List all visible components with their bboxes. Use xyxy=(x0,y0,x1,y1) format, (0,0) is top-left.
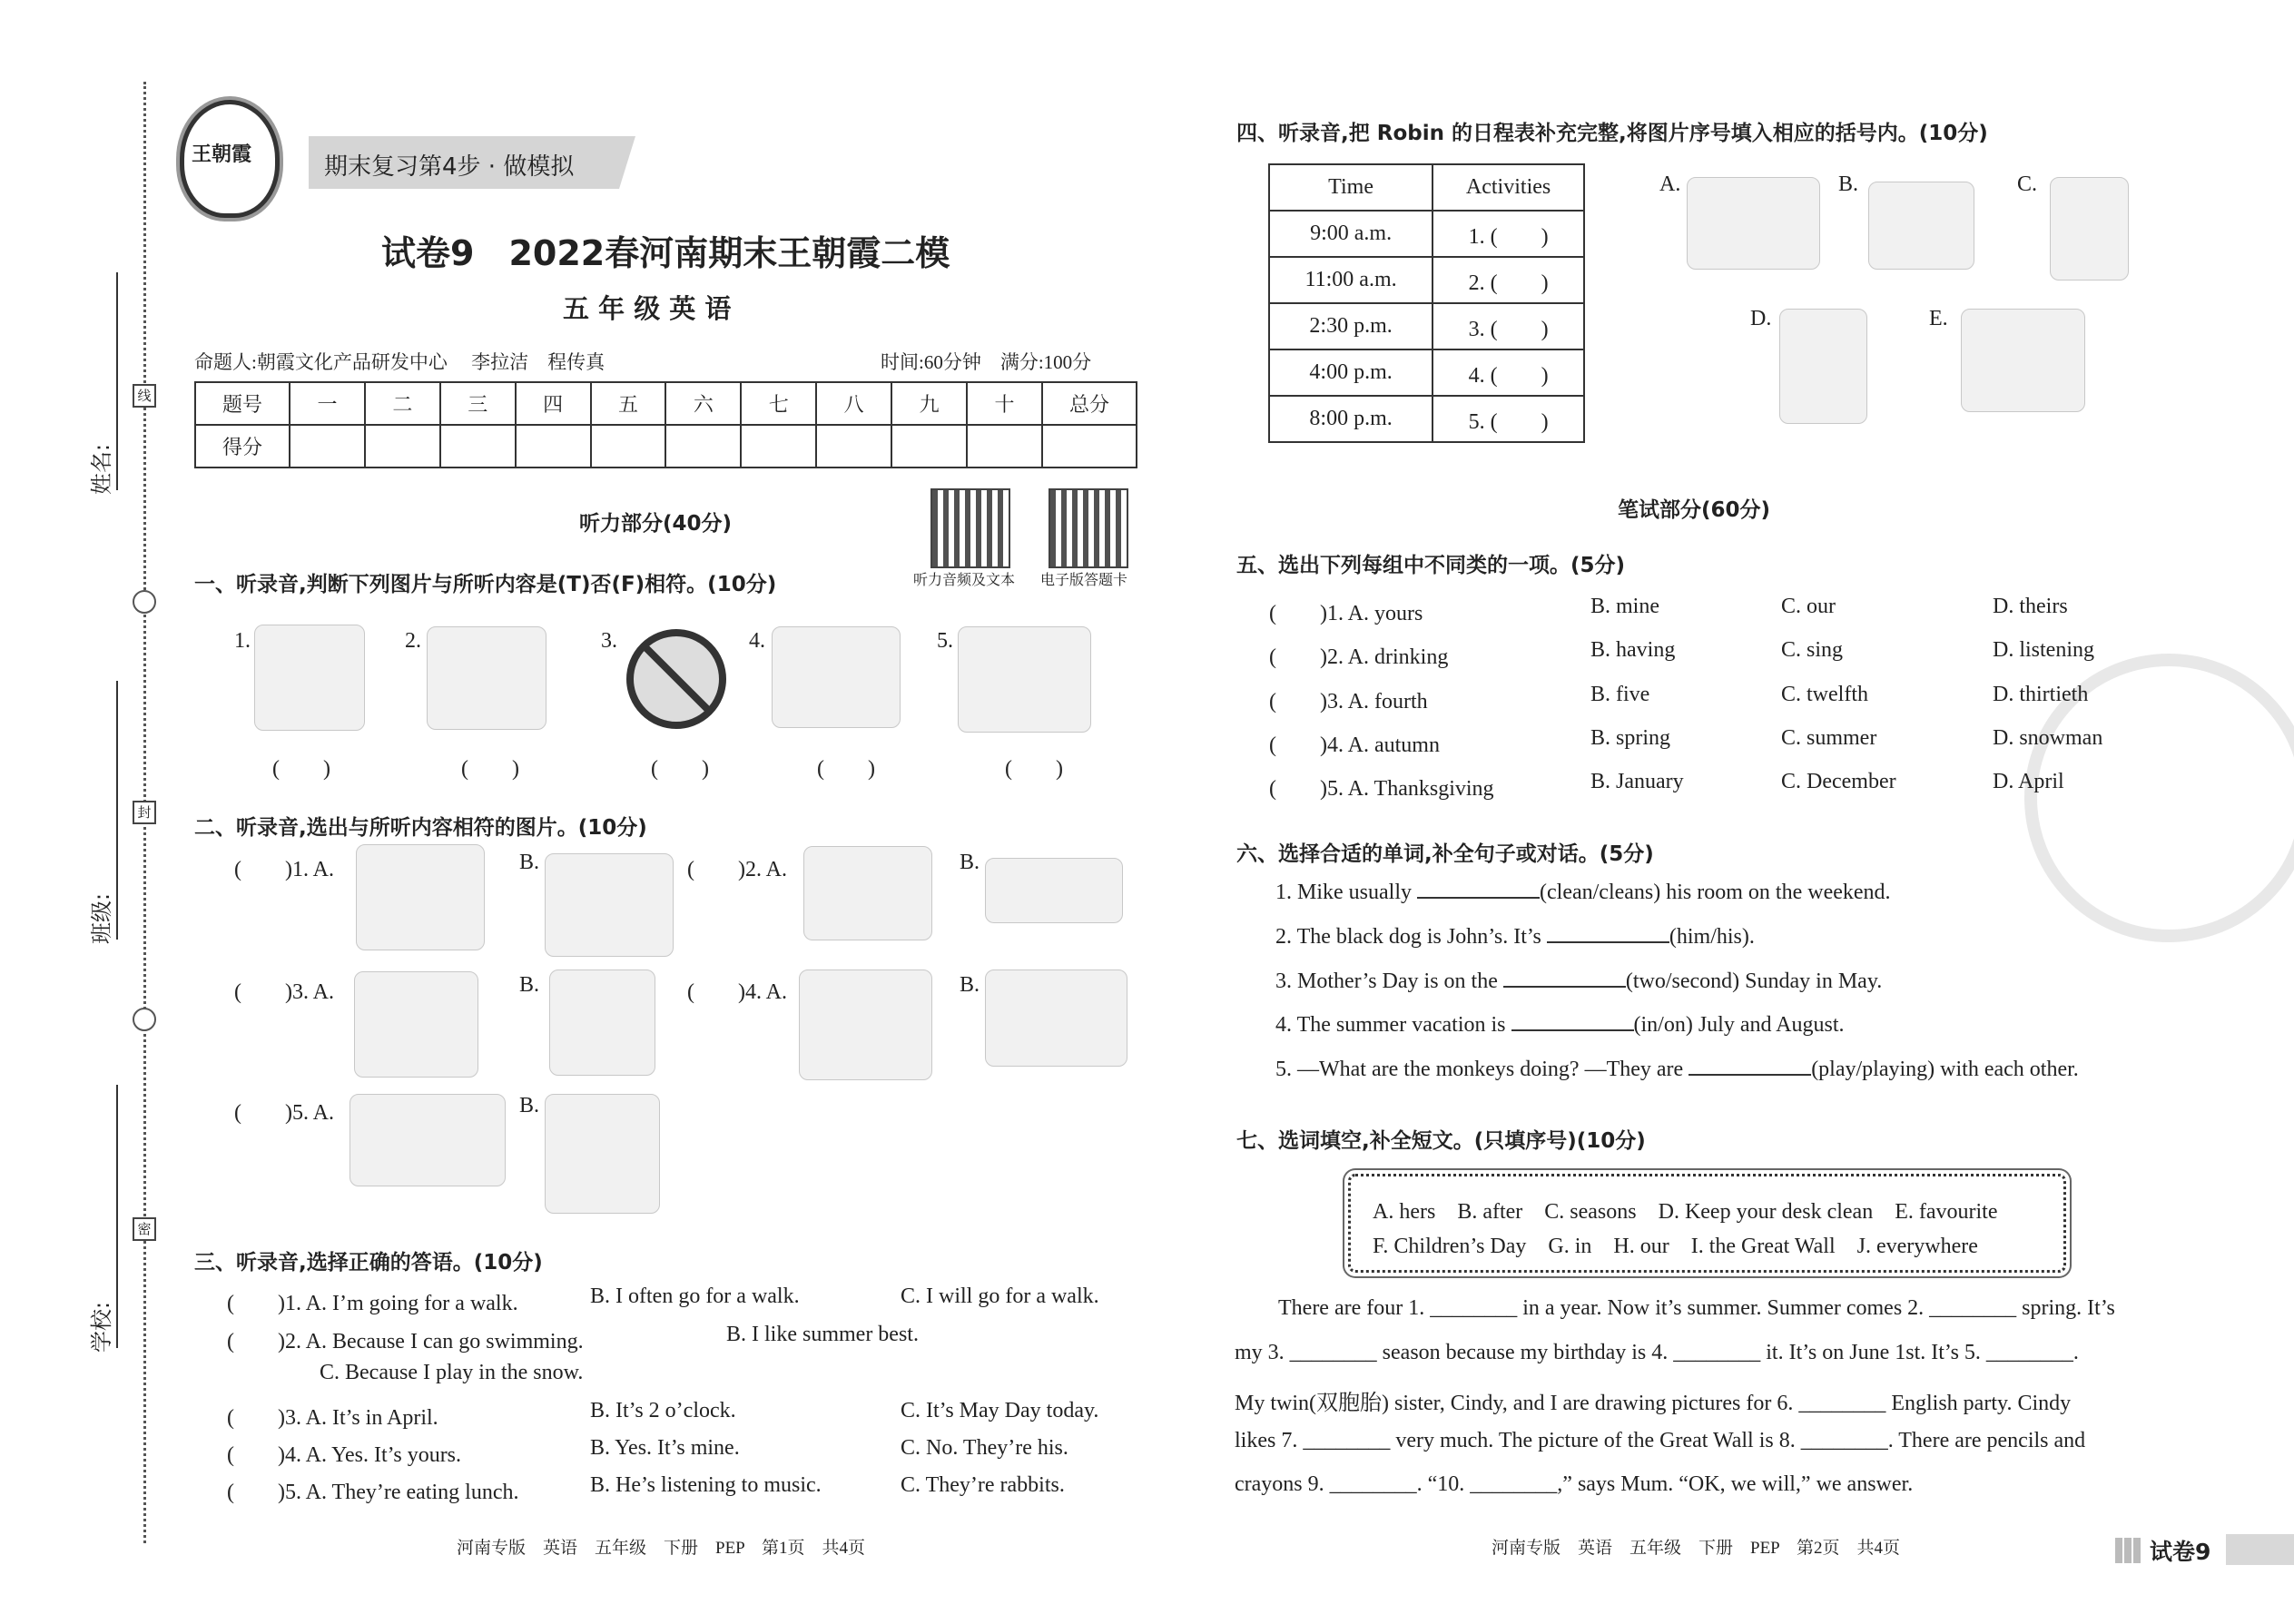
s1-picture-1 xyxy=(254,625,365,731)
section1-title: 一、听录音,判断下列图片与所听内容是(T)否(F)相符。(10分) xyxy=(194,573,777,596)
s6-s4-text-a: 4. The summer vacation is xyxy=(1275,1013,1511,1037)
score-header-cell: 四 xyxy=(516,382,591,425)
class-label: 班级: xyxy=(89,892,114,944)
passage-line-5: crayons 9. ________. “10. ________,” says Mum. “OK, we will,” we answer. xyxy=(1235,1472,1914,1496)
s5-row5-b: B. January xyxy=(1590,770,1684,793)
s4-pic-label-d: D. xyxy=(1750,307,1772,330)
s1-answer-5[interactable]: ( ) xyxy=(1005,757,1063,781)
score-input-cell[interactable] xyxy=(816,425,891,468)
footer-left: 河南专版 英语 五年级 下册 PEP 第1页 共4页 xyxy=(457,1539,866,1558)
s5-row1-d: D. theirs xyxy=(1993,595,2068,618)
s6-blank-1[interactable] xyxy=(1417,897,1540,899)
section2-title: 二、听录音,选出与所听内容相符的图片。(10分) xyxy=(194,816,647,840)
section7-title: 七、选词填空,补全短文。(只填序号)(10分) xyxy=(1236,1129,1646,1153)
s5-row3-a[interactable]: ( )3. A. fourth xyxy=(1269,690,1428,714)
s3-q4-c: C. No. They’re his. xyxy=(901,1436,1068,1460)
s5-row3-c: C. twelfth xyxy=(1781,683,1868,706)
s6-s1-text-a: 1. Mike usually xyxy=(1275,881,1417,904)
s6-s2-text-a: 2. The black dog is John’s. It’s xyxy=(1275,925,1547,949)
score-header-cell: 九 xyxy=(891,382,967,425)
score-header-cell: 三 xyxy=(440,382,516,425)
qr-label-answer: 电子版答题卡 xyxy=(1040,573,1128,588)
score-input-cell[interactable] xyxy=(440,425,516,468)
s3-q5-b: B. He’s listening to music. xyxy=(590,1473,822,1497)
s5-row5-a[interactable]: ( )5. A. Thanksgiving xyxy=(1269,777,1494,801)
s1-num-2: 2. xyxy=(405,629,421,653)
score-table xyxy=(194,381,1137,468)
s6-blank-4[interactable] xyxy=(1511,1029,1634,1031)
section4-title: 四、听录音,把 Robin 的日程表补充完整,将图片序号填入相应的括号内。(10分) xyxy=(1236,122,1988,145)
s6-sentence-4 xyxy=(1275,1013,1845,1038)
score-input-cell[interactable] xyxy=(591,425,666,468)
s3-q1-c: C. I will go for a walk. xyxy=(901,1284,1099,1308)
schedule-activity[interactable]: 3. ( ) xyxy=(1433,303,1584,349)
s6-sentence-3 xyxy=(1275,969,1882,994)
page-tab-bar xyxy=(2226,1534,2294,1565)
s5-row4-d: D. snowman xyxy=(1993,726,2103,750)
s2-q3[interactable]: ( )3. A. xyxy=(234,980,334,1004)
paper-title: 试卷9 2022春河南期末王朝霞二模 xyxy=(381,233,950,273)
score-row-label: 得分 xyxy=(195,425,290,468)
s3-q5-a[interactable]: ( )5. A. They’re eating lunch. xyxy=(227,1481,519,1504)
binding-circle-2 xyxy=(133,1008,156,1031)
binding-circle-1 xyxy=(133,590,156,614)
s2-q4-picture-a xyxy=(799,969,932,1080)
s5-row2-a[interactable]: ( )2. A. drinking xyxy=(1269,645,1449,669)
schedule-time: 4:00 p.m. xyxy=(1269,349,1433,396)
s5-row1-b: B. mine xyxy=(1590,595,1659,618)
s6-blank-2[interactable] xyxy=(1547,941,1669,943)
word-bank-line-1: A. hers B. after C. seasons D. Keep your desk clean E. favourite xyxy=(1373,1200,1998,1224)
s2-q2-b: B. xyxy=(960,851,980,874)
score-header-cell: 十 xyxy=(967,382,1042,425)
s2-q3-picture-b xyxy=(549,969,655,1076)
score-input-cell[interactable] xyxy=(665,425,741,468)
schedule-time: 11:00 a.m. xyxy=(1269,257,1433,303)
authors: 命题人:朝霞文化产品研发中心 李拉洁 程传真 xyxy=(194,351,605,373)
school-label: 学校: xyxy=(89,1301,114,1353)
time-score: 时间:60分钟 满分:100分 xyxy=(881,351,1092,373)
schedule-time: 2:30 p.m. xyxy=(1269,303,1433,349)
schedule-table xyxy=(1268,163,1585,443)
s1-picture-4 xyxy=(772,626,901,728)
logo-badge xyxy=(180,100,280,218)
s3-q2-a[interactable]: ( )2. A. Because I can go swimming. xyxy=(227,1330,584,1353)
section6-title: 六、选择合适的单词,补全句子或对话。(5分) xyxy=(1236,842,1654,866)
s6-blank-3[interactable] xyxy=(1503,986,1626,988)
score-header-cell: 一 xyxy=(290,382,365,425)
footer-right: 河南专版 英语 五年级 下册 PEP 第2页 共4页 xyxy=(1492,1539,1901,1558)
schedule-time: 9:00 a.m. xyxy=(1269,211,1433,257)
s4-pic-label-a: A. xyxy=(1659,172,1681,196)
s6-s5-text-b: (play/playing) with each other. xyxy=(1811,1058,2079,1081)
s2-q4[interactable]: ( )4. A. xyxy=(687,980,787,1004)
s2-q5-b: B. xyxy=(519,1094,540,1117)
score-input-cell[interactable] xyxy=(741,425,816,468)
score-header-cell: 二 xyxy=(365,382,440,425)
seal-mark-1: 线 xyxy=(133,384,156,408)
s6-s2-text-b: (him/his). xyxy=(1669,925,1755,949)
score-header-cell: 五 xyxy=(591,382,666,425)
s3-q3-c: C. It’s May Day today. xyxy=(901,1399,1099,1422)
school-field[interactable] xyxy=(116,1085,118,1348)
schedule-activity[interactable]: 2. ( ) xyxy=(1433,257,1584,303)
name-label: 姓名: xyxy=(89,443,114,495)
passage-line-4: likes 7. ________ very much. The picture of the Great Wall is 8. ________. There are pencils and xyxy=(1235,1429,2086,1452)
schedule-activity[interactable]: 1. ( ) xyxy=(1433,211,1584,257)
s1-answer-2[interactable]: ( ) xyxy=(461,757,519,781)
s3-q4-a[interactable]: ( )4. A. Yes. It’s yours. xyxy=(227,1443,462,1467)
s2-q4-b: B. xyxy=(960,973,980,997)
passage-line-3: My twin(双胞胎) sister, Cindy, and I are drawing pictures for 6. ________ English party. Cindy xyxy=(1235,1392,2072,1415)
s2-q2-picture-a xyxy=(803,846,932,940)
s1-answer-3[interactable]: ( ) xyxy=(651,757,709,781)
s2-q5[interactable]: ( )5. A. xyxy=(234,1101,334,1125)
section3-title: 三、听录音,选择正确的答语。(10分) xyxy=(194,1251,543,1275)
s3-q2-b: B. I like summer best. xyxy=(726,1323,919,1346)
s4-picture-d xyxy=(1779,309,1867,424)
class-field[interactable] xyxy=(116,681,118,940)
s4-picture-c xyxy=(2050,177,2129,281)
score-header-cell: 七 xyxy=(741,382,816,425)
s2-q1-picture-b xyxy=(545,853,674,957)
schedule-head-activities: Activities xyxy=(1433,164,1584,211)
s5-row4-a[interactable]: ( )4. A. autumn xyxy=(1269,733,1440,757)
s3-q1-a[interactable]: ( )1. A. I’m going for a walk. xyxy=(227,1292,518,1315)
listening-heading: 听力部分(40分) xyxy=(579,512,733,536)
s6-s4-text-b: (in/on) July and August. xyxy=(1633,1013,1845,1037)
score-input-cell[interactable] xyxy=(516,425,591,468)
passage-line-2: my 3. ________ season because my birthday is 4. ________ it. It’s on June 1st. It’s 5. ________. xyxy=(1235,1341,2079,1364)
s2-q2-picture-b xyxy=(985,858,1123,923)
qr-code-audio[interactable] xyxy=(930,488,1010,568)
s4-pic-label-e: E. xyxy=(1929,307,1948,330)
word-bank-line-2: F. Children’s Day G. in H. our I. the Great Wall J. everywhere xyxy=(1373,1235,1978,1258)
s6-s1-text-b: (clean/cleans) his room on the weekend. xyxy=(1540,881,1891,904)
writing-heading: 笔试部分(60分) xyxy=(1618,498,1771,522)
s2-q2[interactable]: ( )2. A. xyxy=(687,858,787,881)
paper-subtitle: 五 年 级 英 语 xyxy=(563,293,732,324)
s5-row2-d: D. listening xyxy=(1993,638,2094,662)
score-header-cell: 八 xyxy=(816,382,891,425)
score-input-cell[interactable] xyxy=(290,425,365,468)
s4-picture-e xyxy=(1961,309,2085,412)
s3-q2-c: C. Because I play in the snow. xyxy=(320,1361,584,1384)
s1-answer-1[interactable]: ( ) xyxy=(272,757,330,781)
s5-row5-c: C. December xyxy=(1781,770,1896,793)
s6-sentence-1 xyxy=(1275,881,1891,905)
score-input-cell[interactable] xyxy=(967,425,1042,468)
s1-num-1: 1. xyxy=(234,629,251,653)
s2-q1-picture-a xyxy=(356,844,485,950)
s1-answer-4[interactable]: ( ) xyxy=(817,757,875,781)
s3-q3-b: B. It’s 2 o’clock. xyxy=(590,1399,736,1422)
s5-row4-b: B. spring xyxy=(1590,726,1671,750)
s4-picture-b xyxy=(1868,182,1974,270)
s4-picture-a xyxy=(1687,177,1820,270)
s6-sentence-5 xyxy=(1275,1058,2079,1082)
step-label: 期末复习第4步 · 做模拟 xyxy=(324,153,575,181)
s4-pic-label-c: C. xyxy=(2017,172,2038,196)
schedule-activity[interactable]: 5. ( ) xyxy=(1433,396,1584,442)
s2-q1-b: B. xyxy=(519,851,540,874)
s2-q4-picture-b xyxy=(985,969,1127,1067)
qr-code-answer[interactable] xyxy=(1049,488,1128,568)
qr-label-audio: 听力音频及文本 xyxy=(913,573,1016,588)
s1-num-3: 3. xyxy=(601,629,617,653)
schedule-activity[interactable]: 4. ( ) xyxy=(1433,349,1584,396)
s6-sentence-2 xyxy=(1275,925,1755,950)
s6-s3-text-b: (two/second) Sunday in May. xyxy=(1625,969,1883,993)
s5-row1-a[interactable]: ( )1. A. yours xyxy=(1269,602,1423,625)
s5-row4-c: C. summer xyxy=(1781,726,1877,750)
page-tab-label: 试卷9 xyxy=(2150,1539,2211,1565)
s5-row1-c: C. our xyxy=(1781,595,1836,618)
s6-blank-5[interactable] xyxy=(1689,1074,1811,1076)
s2-q5-picture-a xyxy=(350,1094,506,1186)
s1-num-4: 4. xyxy=(749,629,765,653)
s5-row2-c: C. sing xyxy=(1781,638,1844,662)
s5-row3-b: B. five xyxy=(1590,683,1650,706)
s5-row3-d: D. thirtieth xyxy=(1993,683,2089,706)
s1-picture-2 xyxy=(427,626,546,730)
s2-q3-picture-a xyxy=(354,971,478,1078)
logo-text: 王朝霞 xyxy=(192,143,252,165)
score-input-cell[interactable] xyxy=(891,425,967,468)
score-input-cell[interactable] xyxy=(1042,425,1137,468)
no-entry-sign-icon xyxy=(626,629,726,729)
seal-mark-2: 封 xyxy=(133,801,156,824)
name-field[interactable] xyxy=(116,272,118,490)
s3-q3-a[interactable]: ( )3. A. It’s in April. xyxy=(227,1406,438,1430)
s3-q5-c: C. They’re rabbits. xyxy=(901,1473,1065,1497)
s2-q3-b: B. xyxy=(519,973,540,997)
s6-s5-text-a: 5. —What are the monkeys doing? —They are xyxy=(1275,1058,1689,1081)
score-header-cell: 题号 xyxy=(195,382,290,425)
schedule-head-time: Time xyxy=(1269,164,1433,211)
schedule-time: 8:00 p.m. xyxy=(1269,396,1433,442)
score-header-cell: 总分 xyxy=(1042,382,1137,425)
s4-pic-label-b: B. xyxy=(1838,172,1859,196)
s6-s3-text-a: 3. Mother’s Day is on the xyxy=(1275,969,1503,993)
score-input-cell[interactable] xyxy=(365,425,440,468)
passage-line-1: There are four 1. ________ in a year. Now it’s summer. Summer comes 2. ________ spring. It’s xyxy=(1278,1296,2115,1320)
s3-q1-b: B. I often go for a walk. xyxy=(590,1284,800,1308)
s1-picture-5 xyxy=(958,626,1091,733)
page-tab-decoration xyxy=(2115,1538,2141,1563)
s2-q5-picture-b xyxy=(545,1094,660,1214)
s5-row2-b: B. having xyxy=(1590,638,1676,662)
s3-q4-b: B. Yes. It’s mine. xyxy=(590,1436,740,1460)
s1-num-5: 5. xyxy=(937,629,953,653)
section5-title: 五、选出下列每组中不同类的一项。(5分) xyxy=(1236,554,1626,577)
s5-row5-d: D. April xyxy=(1993,770,2064,793)
score-header-cell: 六 xyxy=(665,382,741,425)
seal-mark-3: 密 xyxy=(133,1217,156,1241)
s2-q1[interactable]: ( )1. A. xyxy=(234,858,334,881)
